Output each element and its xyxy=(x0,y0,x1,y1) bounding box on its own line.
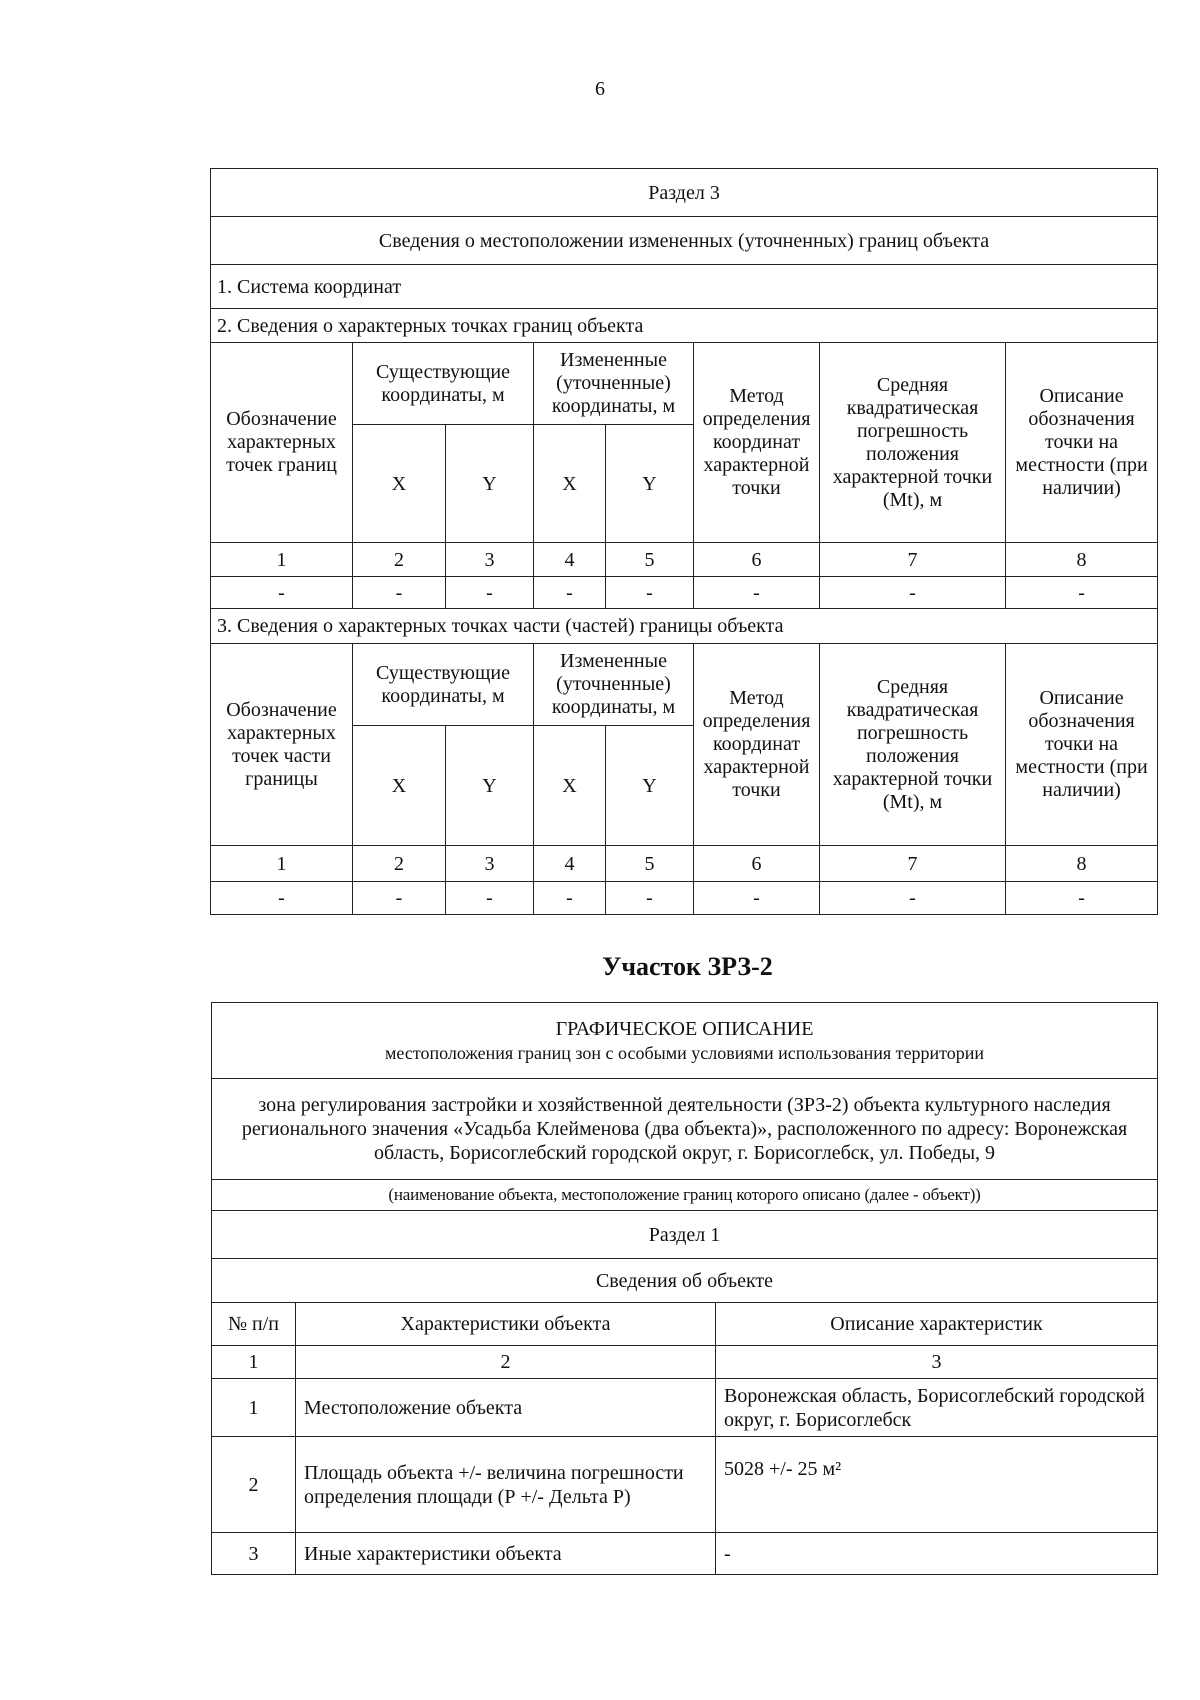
col-error: Средняя квадратическая погрешность положения характерной точки (Mt), м xyxy=(820,343,1006,543)
column-number: 4 xyxy=(534,543,606,577)
col-y: Y xyxy=(446,425,534,543)
col-x: X xyxy=(534,726,606,846)
col-char-header: Характеристики объекта xyxy=(296,1303,716,1346)
section1-header: Раздел 1 xyxy=(212,1211,1158,1259)
dash-cell: - xyxy=(446,882,534,915)
part3-title: 3. Сведения о характерных точках части (частей) границы объекта xyxy=(211,609,1158,644)
column-number: 3 xyxy=(446,846,534,882)
zrz2-table xyxy=(211,1002,1158,1575)
col-changed-coords: Измененные (уточненные) координаты, м xyxy=(534,343,694,425)
col-method: Метод определения координат характерной точки xyxy=(694,644,820,846)
col-no-header: № п/п xyxy=(212,1303,296,1346)
column-number: 4 xyxy=(534,846,606,882)
column-number: 8 xyxy=(1006,846,1158,882)
dash-cell: - xyxy=(353,882,446,915)
col-designation-points: Обозначение характерных точек границ xyxy=(211,343,353,543)
dash-cell: - xyxy=(446,577,534,609)
row-description: Воронежская область, Борисоглебский городской округ, г. Борисоглебск xyxy=(716,1379,1158,1437)
column-number: 3 xyxy=(716,1346,1158,1379)
table-row xyxy=(212,1437,1158,1533)
column-number: 6 xyxy=(694,846,820,882)
row-description: 5028 +/- 25 м² xyxy=(716,1437,1158,1533)
col-y: Y xyxy=(606,726,694,846)
col-x: X xyxy=(353,425,446,543)
col-description: Описание обозначения точки на местности (при наличии) xyxy=(1006,644,1158,846)
plot-title xyxy=(0,952,1200,982)
row-characteristic: Иные характеристики объекта xyxy=(296,1533,716,1575)
row-number: 1 xyxy=(212,1379,296,1437)
row-characteristic: Местоположение объекта xyxy=(296,1379,716,1437)
table-row xyxy=(212,1379,1158,1437)
column-number: 1 xyxy=(211,543,353,577)
graphic-subtitle: местоположения границ зон с особыми условиями использования территории xyxy=(385,1042,985,1063)
dash-cell: - xyxy=(1006,577,1158,609)
dash-cell: - xyxy=(694,577,820,609)
table-row xyxy=(212,1533,1158,1575)
col-y: Y xyxy=(606,425,694,543)
section3-subheader: Сведения о местоположении измененных (уточненных) границ объекта xyxy=(211,217,1158,265)
row-characteristic: Площадь объекта +/- величина погрешности определения площади (Р +/- Дельта Р) xyxy=(296,1437,716,1533)
col-x: X xyxy=(353,726,446,846)
coord-system-label: 1. Система координат xyxy=(211,265,1158,309)
section3-table xyxy=(210,168,1158,915)
column-number: 3 xyxy=(446,543,534,577)
row-number: 2 xyxy=(212,1437,296,1533)
col-changed-coords: Измененные (уточненные) координаты, м xyxy=(534,644,694,726)
col-existing-coords: Существующие координаты, м xyxy=(353,343,534,425)
col-existing-coords: Существующие координаты, м xyxy=(353,644,534,726)
column-number: 2 xyxy=(353,543,446,577)
graphic-title: ГРАФИЧЕСКОЕ ОПИСАНИЕ xyxy=(555,1017,814,1040)
row-number: 3 xyxy=(212,1533,296,1575)
dash-cell: - xyxy=(1006,882,1158,915)
col-x: X xyxy=(534,425,606,543)
dash-cell: - xyxy=(694,882,820,915)
graphic-description-header xyxy=(212,1003,1158,1079)
dash-cell: - xyxy=(606,577,694,609)
dash-cell: - xyxy=(606,882,694,915)
dash-cell: - xyxy=(534,577,606,609)
dash-cell: - xyxy=(820,882,1006,915)
dash-cell: - xyxy=(353,577,446,609)
column-number: 2 xyxy=(296,1346,716,1379)
column-number: 1 xyxy=(212,1346,296,1379)
col-desc-header: Описание характеристик xyxy=(716,1303,1158,1346)
dash-cell: - xyxy=(534,882,606,915)
column-number: 5 xyxy=(606,846,694,882)
row-description: - xyxy=(716,1533,1158,1575)
object-name-caption: (наименование объекта, местоположение границ которого описано (далее - объект)) xyxy=(212,1180,1158,1211)
object-name: зона регулирования застройки и хозяйственной деятельности (ЗРЗ-2) объекта культурного наследия регионального значения «Усадьба Клейменова (два объекта)», расположенного по адресу: Воронежская область, Борисоглебский городской округ, г. Борисоглебск, ул. Победы, 9 xyxy=(212,1079,1158,1180)
col-designation-part: Обозначение характерных точек части границы xyxy=(211,644,353,846)
column-number: 2 xyxy=(353,846,446,882)
part2-title: 2. Сведения о характерных точках границ объекта xyxy=(211,309,1158,343)
col-error: Средняя квадратическая погрешность положения характерной точки (Mt), м xyxy=(820,644,1006,846)
page-number: 6 xyxy=(595,78,605,100)
dash-cell: - xyxy=(211,882,353,915)
plot-title-text: Участок ЗРЗ-2 xyxy=(602,952,773,981)
col-method: Метод определения координат характерной точки xyxy=(694,343,820,543)
info-title: Сведения об объекте xyxy=(212,1259,1158,1303)
column-number: 7 xyxy=(820,846,1006,882)
col-y: Y xyxy=(446,726,534,846)
column-number: 6 xyxy=(694,543,820,577)
dash-cell: - xyxy=(211,577,353,609)
column-number: 1 xyxy=(211,846,353,882)
col-description: Описание обозначения точки на местности (при наличии) xyxy=(1006,343,1158,543)
section3-header: Раздел 3 xyxy=(211,169,1158,217)
column-number: 8 xyxy=(1006,543,1158,577)
dash-cell: - xyxy=(820,577,1006,609)
column-number: 5 xyxy=(606,543,694,577)
column-number: 7 xyxy=(820,543,1006,577)
